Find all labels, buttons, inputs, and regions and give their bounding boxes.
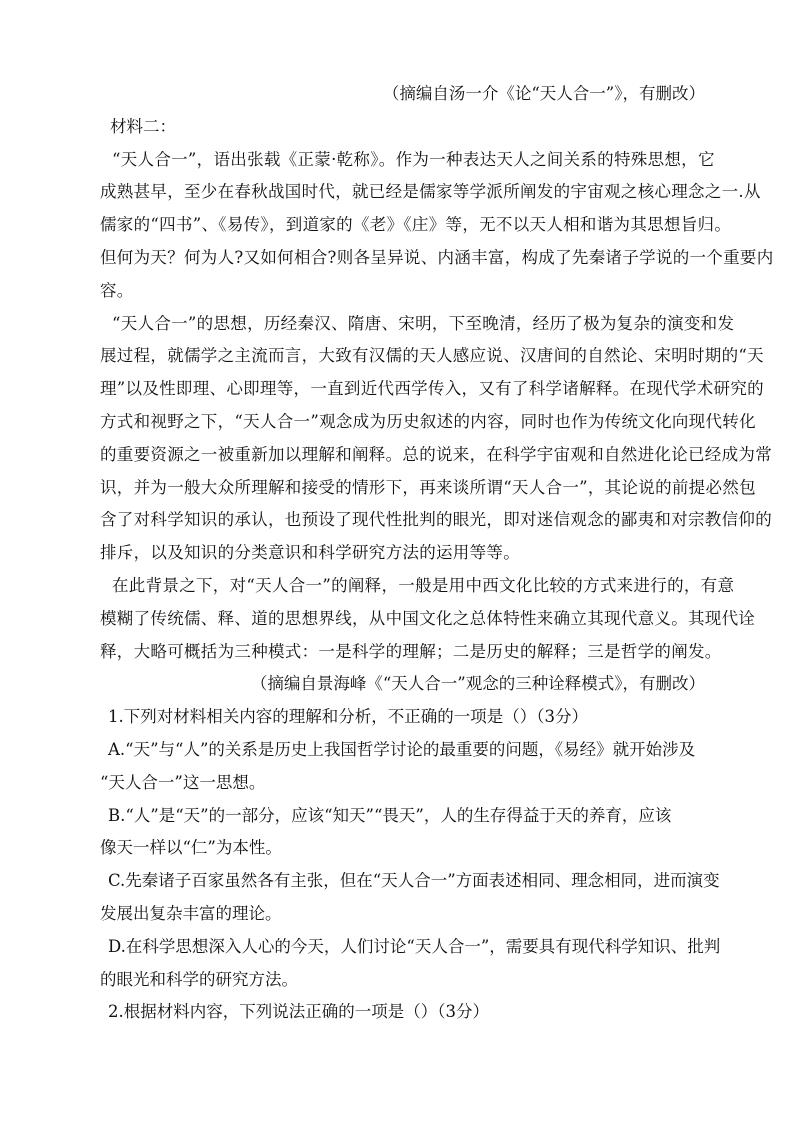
paragraph-line: 识，并为一般大众所理解和接受的情形下，再来谈所谓“天人合一”，其论说的前提必然包 — [100, 477, 756, 497]
question-1-option-c — [100, 865, 720, 931]
paragraph-line: 在此背景之下，对“天人合一”的阐释，一般是用中西文化比较的方式来进行的，有意 — [112, 575, 735, 595]
paragraph-line: 排斥，以及知识的分类意识和科学研究方法的运用等等。 — [100, 543, 520, 563]
paragraph-line: “天人合一”，语出张载《正蒙·乾称》。作为一种表达天人之间关系的特殊思想，它 — [112, 149, 715, 169]
paragraph-line: 容。 — [100, 280, 134, 300]
question-2-stem: 2.根据材料内容，下列说法正确的一项是（）（3分） — [108, 1002, 489, 1022]
option-line: B.“人”是“天”的一部分，应该“知天”“畏天”，人的生存得益于天的养育，应该 — [108, 805, 672, 825]
source-citation-2: （摘编自景海峰《“天人合一”观念的三种诠释模式》，有删改） — [250, 674, 705, 694]
question-1-option-a — [100, 734, 711, 800]
option-line: D.在科学思想深入人心的今天，人们讨论“天人合一”，需要具有现代科学知识、批判 — [108, 936, 721, 956]
paragraph-line: 模糊了传统儒、释、道的思想界线，从中国文化之总体特性来确立其现代意义。其现代诠 — [100, 608, 756, 628]
paragraph-line: 展过程，就儒学之主流而言，大致有汉儒的天人感应说、汉唐间的自然论、宋明时期的“天 — [100, 346, 764, 366]
option-line: “天人合一”这一思想。 — [100, 772, 266, 792]
paragraph-line: 的重要资源之一被重新加以理解和阐释。总的说来，在科学宇宙观和自然进化论已经成为常 — [100, 444, 772, 464]
paragraph-line: 儒家的“四书”、《易传》，到道家的《老》《庄》等，无不以天人相和谐为其思想旨归。 — [100, 215, 732, 235]
source-citation-1: （摘编自汤一介《论“天人合一”》，有删改） — [382, 84, 705, 103]
paragraph-line: 方式和视野之下，“天人合一”观念成为历史叙述的内容，同时也作为传统文化向现代转化 — [100, 411, 756, 431]
option-line: 像天一样以“仁”为本性。 — [100, 838, 282, 858]
option-line: 的眼光和科学的研究方法。 — [100, 969, 298, 989]
question-1-option-b — [100, 800, 711, 866]
question-1-option-d — [100, 931, 721, 997]
paragraph-line: “天人合一”的思想，历经秦汉、隋唐、宋明，下至晚清，经历了极为复杂的演变和发 — [112, 313, 735, 333]
paragraph-line: 但何为天？何为人?又如何相合?则各呈异说、内涵丰富，构成了先秦诸子学说的一个重要内 — [100, 247, 774, 267]
paragraph-line: 理”以及性即理、心即理等，一直到近代西学传入，又有了科学诸解释。在现代学术研究的 — [100, 379, 764, 399]
option-line: 发展出复杂丰富的理论。 — [100, 903, 282, 923]
paragraph-line: 释，大略可概括为三种模式：一是科学的理解；二是历史的解释；三是哲学的阐发。 — [100, 641, 722, 661]
material-2-heading: 材料二： — [110, 116, 176, 136]
option-line: C.先秦诸子百家虽然各有主张，但在“天人合一”方面表述相同、理念相同，进而演变 — [108, 871, 720, 891]
paragraph-line: 成熟甚早，至少在春秋战国时代，就已经是儒家等学派所阐发的宇宙观之核心理念之一.从 — [100, 182, 761, 202]
question-1-stem: 1.下列对材料相关内容的理解和分析，不正确的一项是（）（3分） — [108, 707, 588, 727]
material-2-paragraph-1 — [100, 144, 774, 308]
paragraph-line: 含了对科学知识的承认，也预设了现代性批判的眼光，即对迷信观念的鄙夷和对宗教信仰的 — [100, 510, 772, 530]
option-line: A.“天”与“人”的关系是历史上我国哲学讨论的最重要的问题，《易经》就开始涉及 — [108, 739, 696, 759]
material-2-paragraph-3 — [100, 570, 756, 668]
material-2-paragraph-2 — [100, 308, 772, 570]
